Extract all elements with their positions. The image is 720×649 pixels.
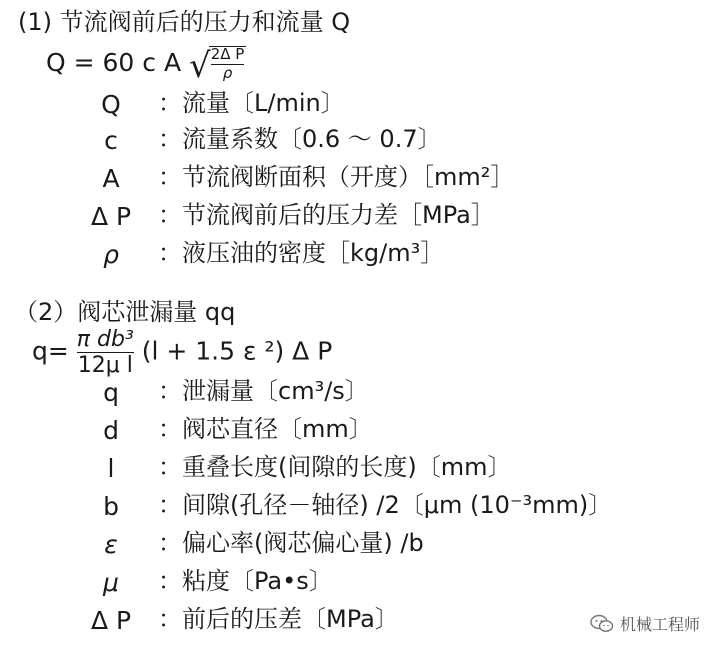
def-symbol: d bbox=[103, 416, 119, 445]
formula1-radical-numerator: 2Δ P bbox=[210, 45, 245, 63]
def-description: ：节流阀断面积（开度）［mm²］ bbox=[158, 163, 515, 191]
def-symbol: q bbox=[103, 378, 119, 407]
def-description: ：节流阀前后的压力差［MPa］ bbox=[158, 201, 495, 229]
def-description: ：偏心率(阀芯偏心量) /b bbox=[158, 529, 424, 557]
def-symbol: ε bbox=[104, 530, 118, 559]
def-description: ：阀芯直径〔mm〕 bbox=[158, 415, 373, 443]
def-description: ：重叠长度(间隙的长度)〔mm〕 bbox=[158, 453, 512, 481]
formula1-lhs: Q = 60 c A bbox=[46, 47, 182, 77]
formula2-rhs: (l + 1.5 ε ²) Δ P bbox=[141, 336, 333, 366]
def-symbol: b bbox=[103, 492, 119, 521]
watermark-text: 机械工程师 bbox=[619, 615, 700, 634]
def-description: ：流量〔L/min〕 bbox=[158, 89, 345, 117]
def-symbol: A bbox=[102, 164, 120, 193]
def-symbol: Δ P bbox=[90, 606, 132, 635]
def-symbol: l bbox=[107, 454, 115, 483]
def-symbol: μ bbox=[103, 568, 119, 597]
formula2-lhs: q= bbox=[32, 336, 69, 366]
formula1-radicand bbox=[209, 46, 247, 82]
formula2-numerator: π db³ bbox=[76, 327, 134, 352]
def-symbol: Δ P bbox=[90, 202, 132, 231]
def-description: ：流量系数〔0.6 ～ 0.7〕 bbox=[158, 125, 442, 153]
section2-formula bbox=[32, 328, 332, 377]
def-description: ：泄漏量〔cm³/s〕 bbox=[158, 377, 369, 405]
section1-formula bbox=[46, 45, 246, 86]
formula1-radical-denominator: ρ bbox=[222, 63, 233, 82]
formula2-denominator: 12μ l bbox=[77, 353, 133, 379]
sqrt-icon: √ bbox=[189, 45, 211, 86]
formula1-radical-fraction bbox=[211, 47, 245, 82]
section1-title: (1) 节流阀前后的压力和流量 Q bbox=[18, 8, 351, 36]
def-symbol: Q bbox=[101, 90, 121, 119]
def-description: ：液压油的密度［kg/m³］ bbox=[158, 239, 445, 267]
def-symbol: ρ bbox=[103, 240, 119, 269]
def-description: ：粘度〔Pa•s〕 bbox=[158, 567, 333, 595]
def-description: ：间隙(孔径－轴径) /2〔μm (10⁻³mm)〕 bbox=[158, 491, 613, 519]
def-description: ：前后的压差〔MPa〕 bbox=[158, 605, 399, 633]
wechat-icon bbox=[590, 614, 614, 634]
formula2-fraction bbox=[77, 328, 134, 377]
section2-title: （2）阀芯泄漏量 qq bbox=[14, 298, 236, 326]
def-symbol: c bbox=[104, 126, 118, 155]
watermark bbox=[590, 612, 700, 635]
